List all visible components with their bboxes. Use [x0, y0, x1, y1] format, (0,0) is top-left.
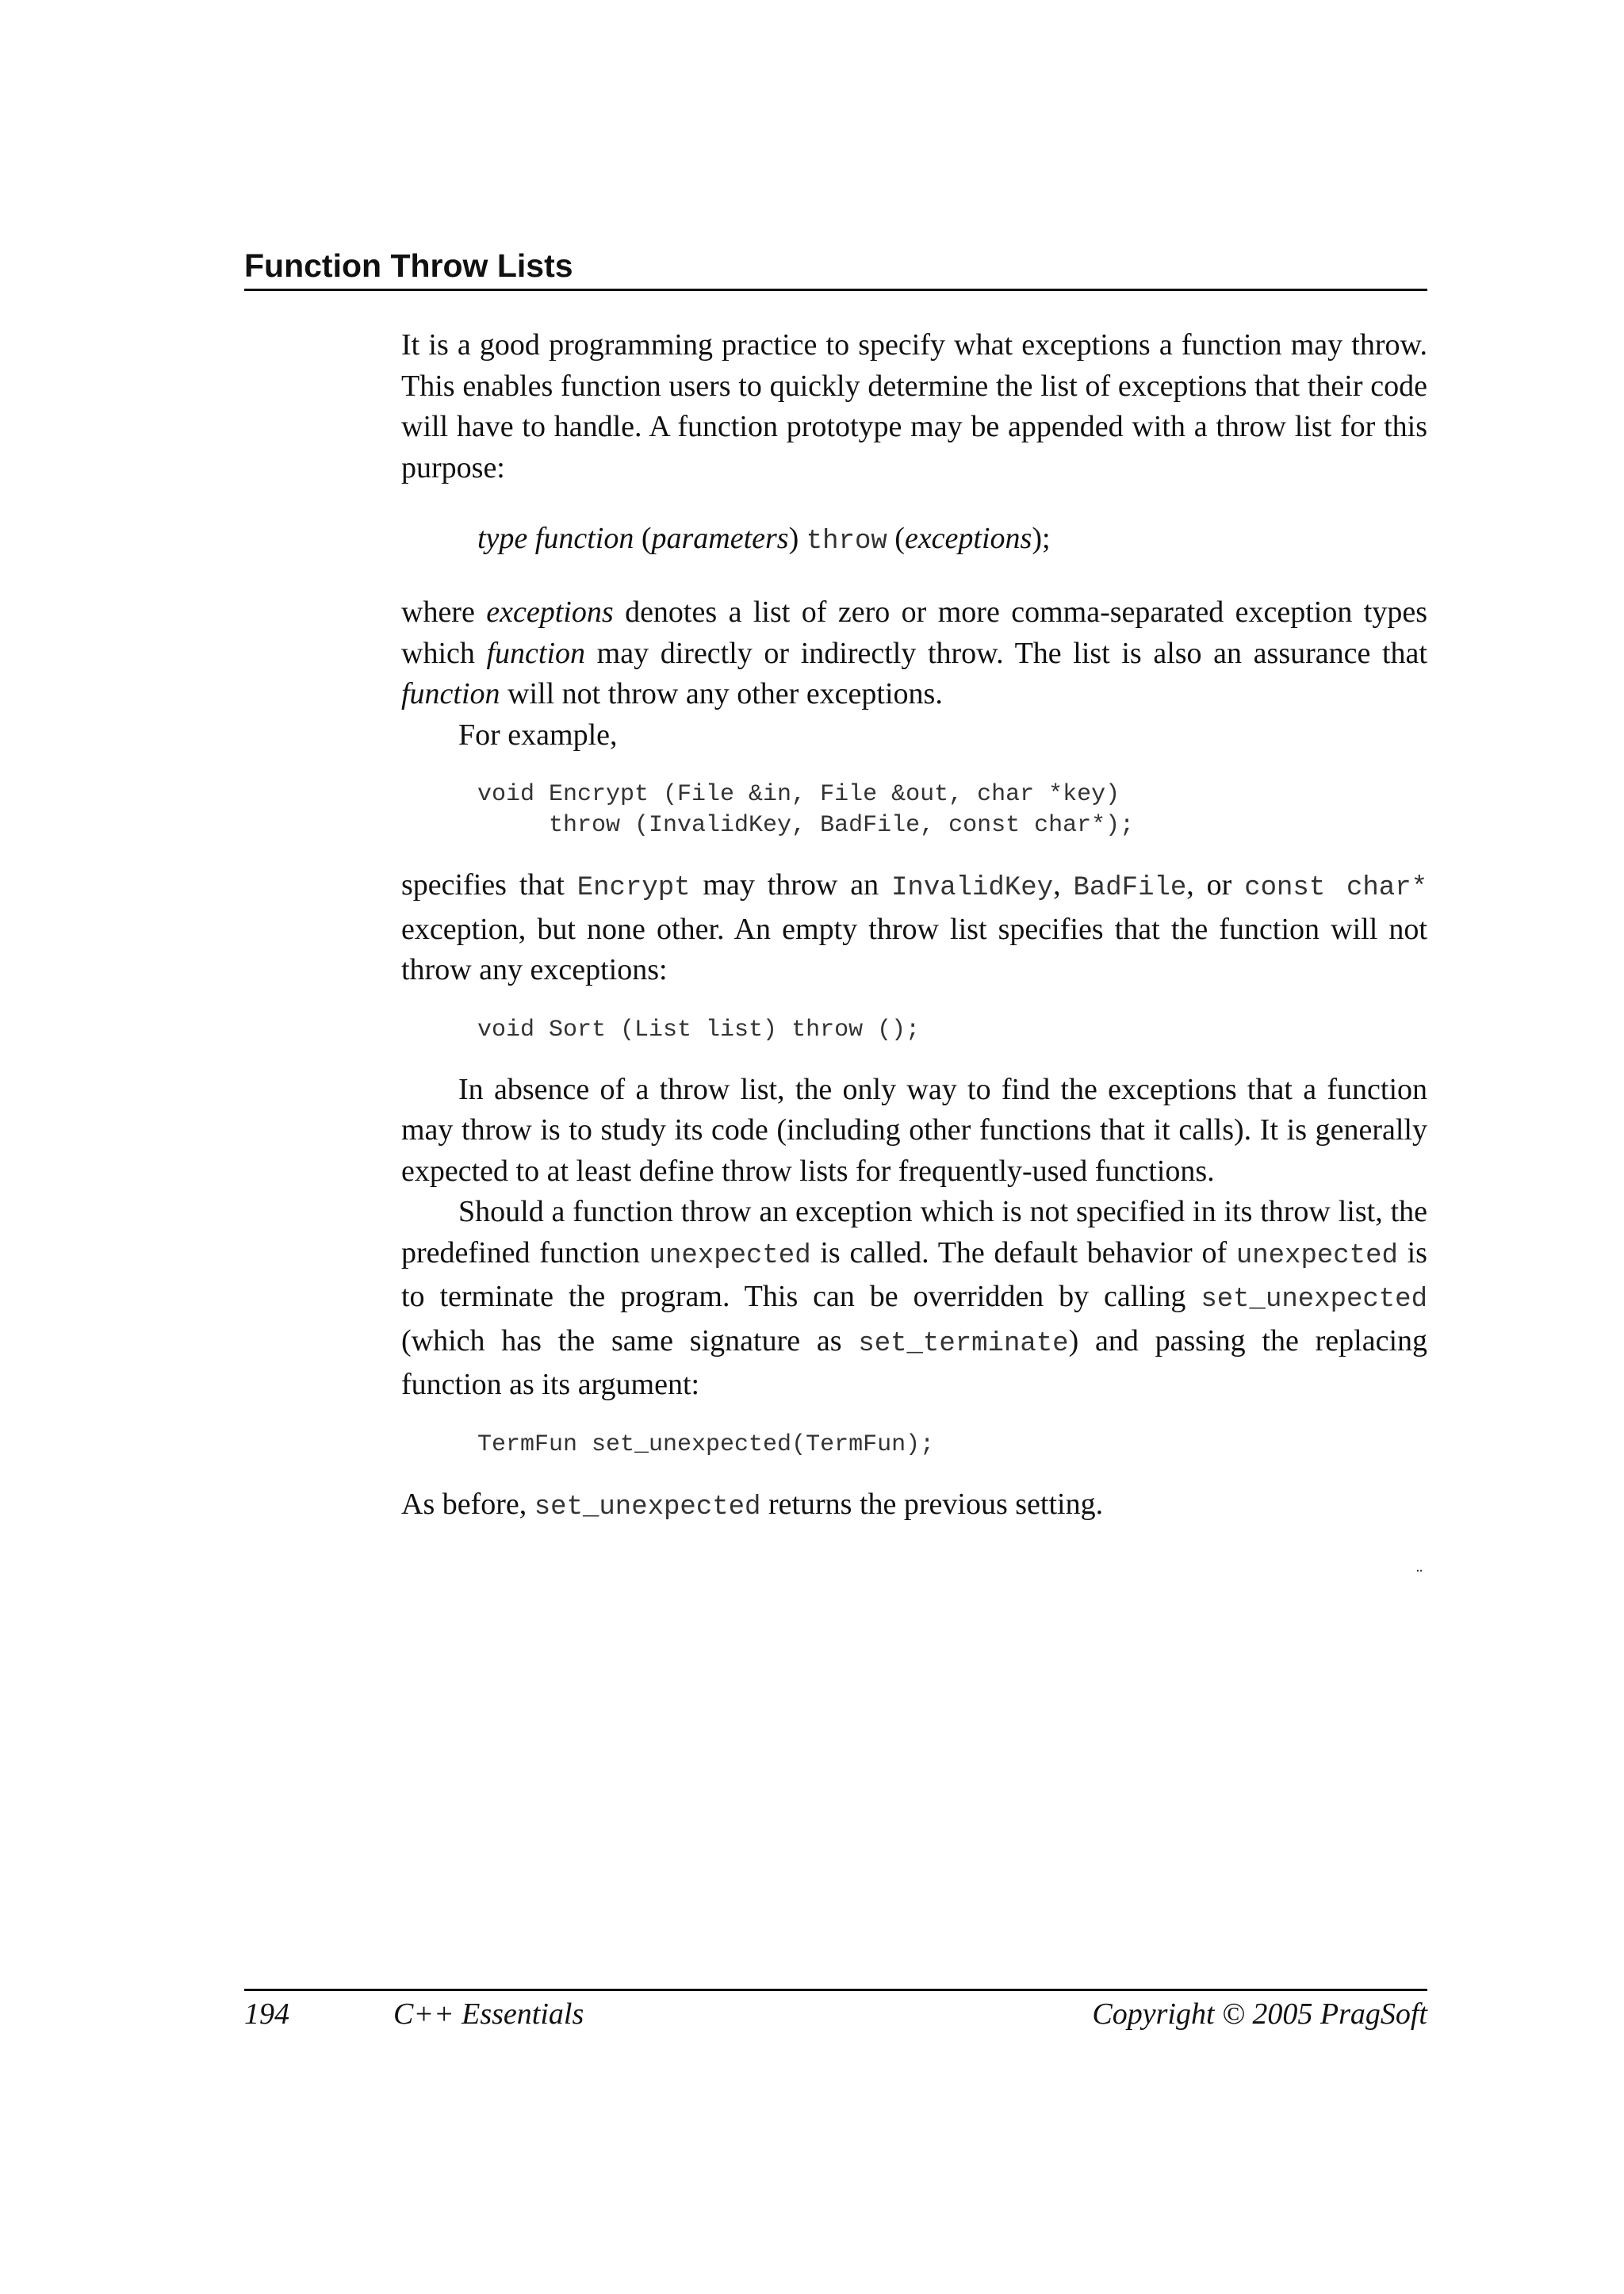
page-number: 194 — [244, 1997, 289, 2031]
footer-rule — [244, 1989, 1427, 1991]
section-title: Function Throw Lists — [244, 246, 1427, 291]
book-title: C++ Essentials — [393, 1997, 584, 2031]
paragraph-unexpected: Should a function throw an exception which is not specified in its throw list, the predefined function unexpected is called. The default behavior of unexpected is to terminate the program. This can be overridden by calling set_unexpected (which has the same signature as set_terminate) and passing the replacing function as its argument: — [401, 1195, 1427, 1401]
end-of-section-mark: ¨ — [1416, 1566, 1423, 1587]
code-set-unexpected: TermFun set_unexpected(TermFun); — [477, 1430, 935, 1458]
copyright-notice: Copyright © 2005 PragSoft — [1092, 1997, 1427, 2031]
paragraph-as-before: As before, set_unexpected returns the previous setting. — [401, 1487, 1104, 1522]
page-body — [401, 325, 1427, 1528]
paragraph-intro: It is a good programming practice to specify what exceptions a function may throw. This enables function users to quickly determine the list of exceptions that their code will have to handle. A function prototype may be appended with a throw list for this purpose: — [401, 328, 1427, 484]
throw-list-prototype: type function (parameters) throw (exceptions); — [477, 522, 1051, 557]
paragraph-for-example: For example, — [458, 718, 618, 752]
paragraph-encrypt-explanation: specifies that Encrypt may throw an InvalidKey, BadFile, or const char* exception, but none other. An empty throw list specifies that the function will not throw any exceptions: — [401, 868, 1428, 986]
paragraph-absence: In absence of a throw list, the only way to find the exceptions that a function may throw is to study its code (including other functions that it calls). It is generally expected to at least define throw lists for frequently-used functions. — [401, 1072, 1427, 1188]
paragraph-exceptions-definition: where exceptions denotes a list of zero or more comma-separated exception types which function may directly or indirectly throw. The list is also an assurance that function will not throw any other exceptions. — [401, 596, 1427, 710]
code-sort: void Sort (List list) throw (); — [477, 1016, 921, 1044]
code-encrypt: void Encrypt (File &in, File &out, char *key) throw (InvalidKey, BadFile, const char*); — [477, 781, 1135, 839]
